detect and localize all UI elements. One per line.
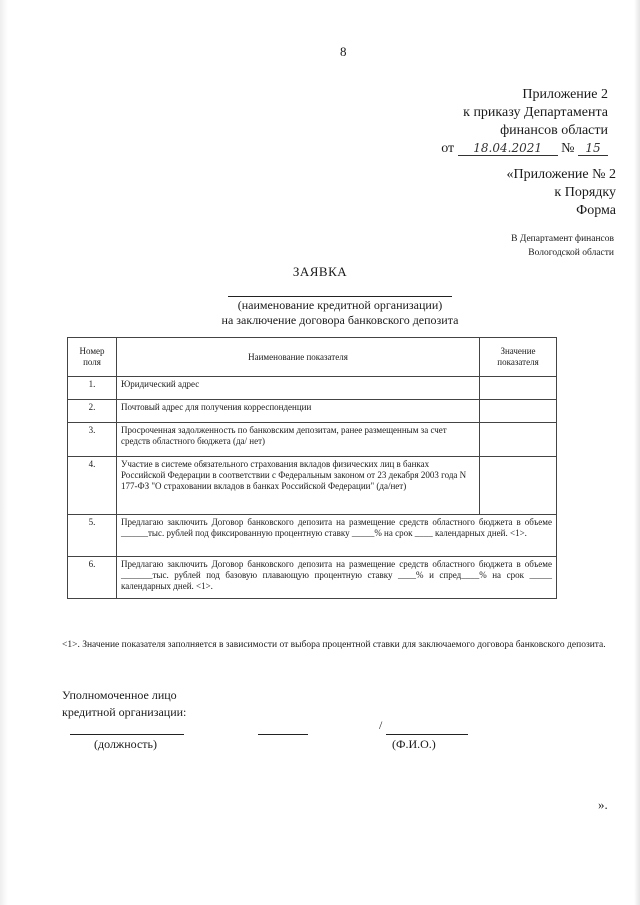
table-header-row: [68, 338, 557, 377]
signer-line-2: кредитной организации:: [62, 705, 187, 719]
row-value-cell[interactable]: [480, 400, 557, 423]
footnote: <1>. Значение показателя заполняется в зависимости от выбора процентной ставки для заключаемого договора банковского депозита.: [62, 640, 606, 650]
position-caption: (должность): [94, 737, 157, 751]
approval-line-3: финансов области: [500, 123, 608, 138]
handwritten-number: 15: [578, 141, 608, 156]
page-number: 8: [340, 44, 347, 59]
signer-block: [62, 687, 186, 721]
table-row: [68, 423, 557, 457]
table-row: [68, 457, 557, 515]
signer-line-1: Уполномоченное лицо: [62, 688, 177, 702]
table-row: [68, 515, 557, 557]
closing-quote: ».: [598, 797, 608, 812]
organization-caption: (наименование кредитной организации): [237, 298, 443, 312]
addressee-block: [511, 232, 614, 260]
row-value-cell[interactable]: [480, 423, 557, 457]
organization-name-line: [228, 296, 452, 297]
row-text: Предлагаю заключить Договор банковского депозита на размещение средств областного бюджета в объеме ______тыс. рублей под фиксированную процентную ставку _____% на срок ____ календарных дней. <1>.: [117, 515, 557, 557]
row-text: Участие в системе обязательного страхования вкладов физических лиц в банках Российской Федерации в соответствии с Федеральным законом от 23 декабря 2003 года N 177-ФЗ "О страховании вкладов в банках Российской Федерации" (да/нет): [117, 457, 480, 515]
addressee-line-2: Вологодской области: [528, 248, 614, 258]
addressee-line-1: В Департамент финансов: [511, 234, 614, 244]
row-number: 1.: [68, 377, 117, 400]
table-row: [68, 377, 557, 400]
row-number: 3.: [68, 423, 117, 457]
full-name-signature-line[interactable]: [386, 734, 468, 735]
row-value-cell[interactable]: [480, 457, 557, 515]
annex-line-3: Форма: [576, 203, 616, 218]
application-table: [67, 337, 557, 599]
annex-block: [507, 166, 617, 220]
scan-edge-left: [0, 0, 8, 905]
handwritten-date: 18.04.2021: [458, 141, 558, 156]
signature-line[interactable]: [258, 734, 308, 735]
header-value: Значение показателя: [480, 338, 557, 377]
position-signature-line[interactable]: [70, 734, 184, 735]
document-title: ЗАЯВКА: [292, 264, 348, 279]
table-row: [68, 557, 557, 599]
approval-block: [441, 86, 608, 158]
row-number: 2.: [68, 400, 117, 423]
from-label: от: [441, 141, 455, 156]
row-number: 6.: [68, 557, 117, 599]
header-number: Номер поля: [68, 338, 117, 377]
row-text: Просроченная задолженность по банковским депозитам, ранее размещенным за счет средств областного бюджета (да/ нет): [117, 423, 480, 457]
annex-line-1: «Приложение № 2: [506, 167, 616, 182]
number-label: №: [561, 141, 575, 156]
row-number: 5.: [68, 515, 117, 557]
full-name-caption: (Ф.И.О.): [392, 737, 436, 751]
row-number: 4.: [68, 457, 117, 515]
header-name: Наименование показателя: [117, 338, 480, 377]
row-text: Предлагаю заключить Договор банковского депозита на размещение средств областного бюджета в объеме _______тыс. рублей под базовую плавающую процентную ставку ____% и спред____% на срок _____ календарных дней. <1>.: [117, 557, 557, 599]
table-row: [68, 400, 557, 423]
approval-line-2: к приказу Департамента: [463, 105, 608, 120]
approval-date-line: [441, 140, 608, 158]
annex-line-2: к Порядку: [554, 185, 616, 200]
slash-separator: /: [379, 718, 383, 732]
purpose-line: на заключение договора банковского депозита: [221, 313, 459, 327]
row-text: Почтовый адрес для получения корреспонденции: [117, 400, 480, 423]
row-value-cell[interactable]: [480, 377, 557, 400]
row-text: Юридический адрес: [117, 377, 480, 400]
approval-line-1: Приложение 2: [522, 87, 608, 102]
scan-edge-right: [634, 0, 640, 905]
